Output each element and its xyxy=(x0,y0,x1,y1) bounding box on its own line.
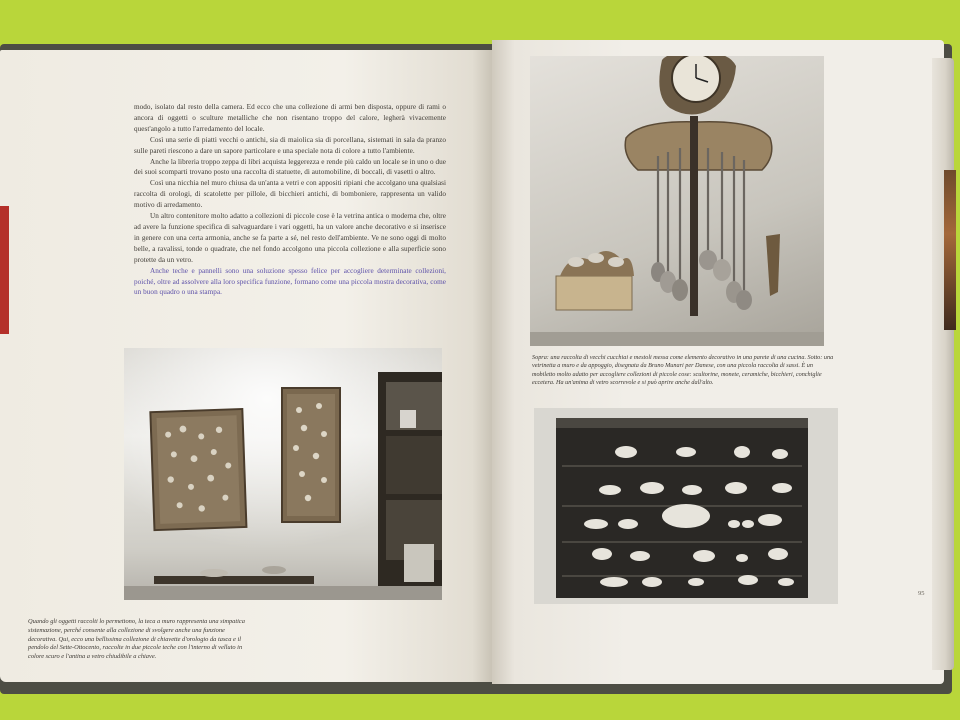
page-number: 95 xyxy=(918,590,925,597)
paragraph: Così una nicchia nel muro chiusa da un'anta a vetri e con appositi ripiani che accolgano una qualsiasi raccolta di orologi, di scatolette per pillole, di bicchieri antichi, di bomboniere, rappresenta un valido motivo di arredamento. xyxy=(134,179,446,210)
left-photo-caption: Quando gli oggetti raccolti lo permettono, la teca a muro rappresenta una simpatica sistemazione, perché consente alla collezione di svolgere anche una funzione decorativa. Qui, ecco una bellissima collezione di chiavette d'orologio da tasca e il pendolo del Sette-Ottocento, raccolte in due piccole teche con l'interno di velluto in colore scuro e l'antina a vetro chiudibile a chiave. xyxy=(28,618,245,661)
photo-spoon-collection-image xyxy=(530,56,824,346)
left-body-text xyxy=(134,102,446,298)
paragraph: modo, isolato dal resto della camera. Ed ecco che una collezione di armi ben disposta, oppure di rami o ancora di oggetti o sculture metalliche che non risentano troppo del calore, legherà vivacemente quest'angolo a tutto l'arredamento del locale. xyxy=(134,103,446,133)
photo-pebble-display-case-image xyxy=(534,408,838,604)
red-bookmark-tab xyxy=(0,206,9,334)
photo-wall-display-cases-image xyxy=(124,348,442,600)
paragraph: Così una serie di piatti vecchi o antichi, sia di maiolica sia di porcellana, sistemati in sala da pranzo sulle pareti riescono a dare un sapore particolare e una speciale nota di colore a tutto l'ambiente. xyxy=(134,135,446,155)
photo-wall-display-cases xyxy=(124,348,442,600)
right-top-caption: Sopra: una raccolta di vecchi cucchiai e mestoli messa come elemento decorativo in una parete di una cucina. Sotto: una vetrinetta a muro e da appoggio, disegnata da Bruno Munari per Danese, con una piccola raccolta di sassi. È un mobiletto molto adatto per accogliere collezioni di piccole cose: scultorine, monete, ceramiche, bicchieri, conchiglie eccetera. Ha un'anima di vetro scorrevole e si può aprire anche dall'alto. xyxy=(532,354,834,387)
photo-spoon-collection xyxy=(530,56,824,346)
page-stack-edge xyxy=(932,58,954,670)
paragraph: Anche teche e pannelli sono una soluzione spesso felice per accogliere determinate collezioni, poiché, oltre ad assolvere alla loro specifica funzione, formano come una piccola mostra decorativa, come un buon quadro o una stampa. xyxy=(134,266,446,297)
photo-tab-edge xyxy=(944,170,956,330)
photo-pebble-display-case xyxy=(534,408,838,604)
paragraph: Anche la libreria troppo zeppa di libri acquista leggerezza e rende più caldo un locale se in uno o due dei suoi scomparti trovano posto una raccolta di statuette, di automobiline, di boccali, di vasetti o altro. xyxy=(134,157,446,177)
paragraph: Un altro contenitore molto adatto a collezioni di piccole cose è la vetrina antica o moderna che, oltre ad avere la funzione specifica di salvaguardare i vari oggetti, ha un valore anche decorativo e si inserisce in genere con una certa armonia, anche se fa parte a sé, nel resto dell'ambiente. Ve ne sono oggi di molto belle, a ravalissi, tonde o quadrate, che nel fondo accolgono una piccola collezione e alla superficie sono protette da un vetro. xyxy=(134,212,446,264)
